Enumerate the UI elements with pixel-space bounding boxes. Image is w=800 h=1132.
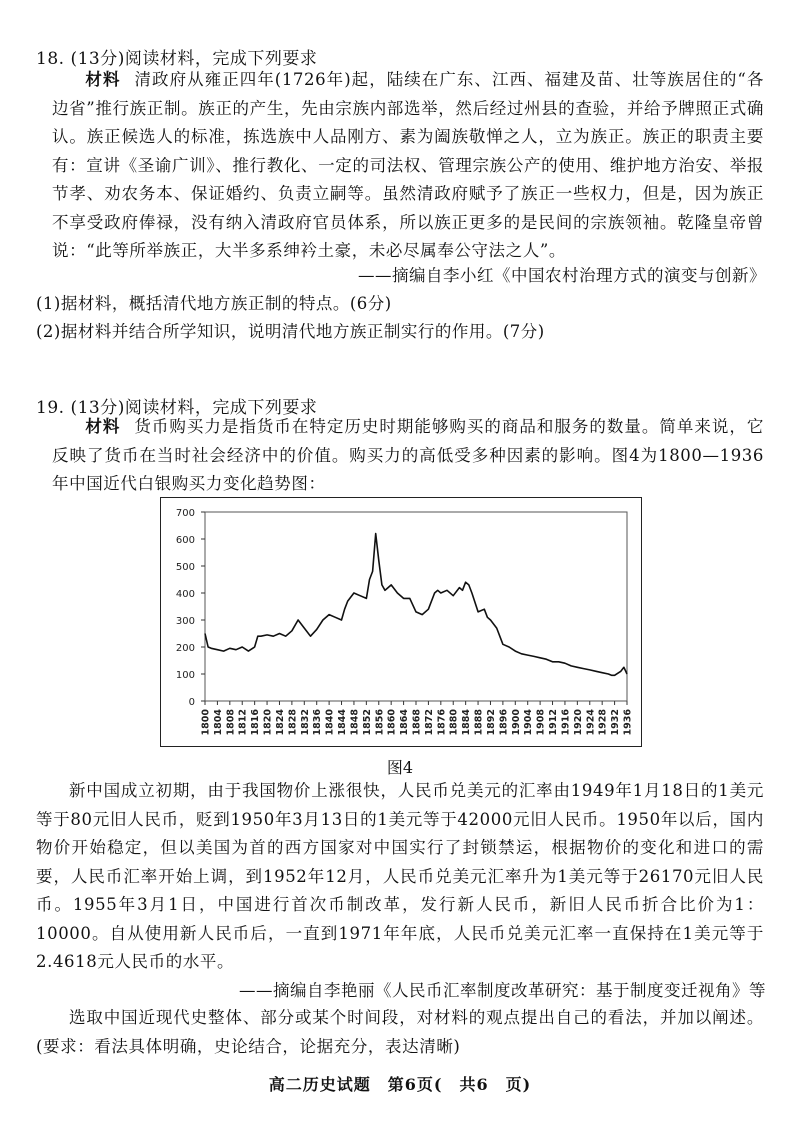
- y-tick-label: 500: [175, 562, 195, 573]
- figure-caption: 图4: [386, 758, 414, 777]
- q19-material-tag: 材料: [85, 417, 121, 436]
- x-tick-label: 1920: [572, 709, 584, 736]
- x-tick-label: 1804: [212, 709, 224, 736]
- x-tick-label: 1820: [262, 709, 274, 736]
- x-tick-label: 1876: [436, 709, 448, 736]
- x-tick-label: 1880: [448, 709, 460, 736]
- plot-area: [205, 512, 627, 701]
- x-tick-label: 1836: [312, 709, 324, 736]
- x-tick-label: 1812: [237, 709, 249, 736]
- y-tick-label: 0: [188, 697, 195, 708]
- q18-heading: 18. (13分)阅读材料，完成下列要求: [36, 49, 318, 69]
- x-tick-label: 1932: [610, 709, 622, 736]
- x-tick-label: 1828: [287, 709, 299, 736]
- x-tick-label: 1868: [411, 709, 423, 736]
- q18-material-tag: 材料: [85, 70, 121, 89]
- y-tick-label: 300: [175, 616, 195, 627]
- q18-material-text: 清政府从雍正四年(1726年)起，陆续在广东、江西、福建及苗、壮等族居住的“各边省”推行族正制。族正的产生，先由宗族内部选举，然后经过州县的查验，并给予牌照正式确认。族正候选人的标准，拣选族中人品刚方、素为阖族敬惮之人，立为族正。族正的职责主要有：宣讲《圣谕广训》、推行教化、一定的司法权、管理宗族公产的使用、维护地方治安、举报节孝、劝农务本、保证婚约、负责立嗣等。虽然清政府赋予了族正一些权力，但是，因为族正不享受政府俸禄，没有纳入清政府官员体系，所以族正更多的是民间的宗族领袖。乾隆皇帝曾说：“此等所举族正，大半多系绅衿土豪，未必尽属奉公守法之人”。: [52, 70, 765, 260]
- series-line-白银购买力: [205, 534, 627, 676]
- y-tick-label: 200: [175, 643, 195, 654]
- y-tick-label: 600: [175, 535, 195, 546]
- q19-source: ——摘编自李艳丽《人民币汇率制度改革研究：基于制度变迁视角》等: [239, 981, 766, 1000]
- y-tick-label: 700: [175, 508, 195, 519]
- x-tick-label: 1900: [510, 709, 522, 736]
- q19-material2: 新中国成立初期，由于我国物价上涨很快，人民币兑美元的汇率由1949年1月18日的1美元等于80元旧人民币，贬到1950年3月13日的1美元等于42000元旧人民币。1950年以后，国内物价开始稳定，但以美国为首的西方国家对中国实行了封锁禁运，根据物价的变化和进口的需要，人民币汇率开始上调，到1952年12月，人民币兑美元汇率升为1美元等于26170元旧人民币。1955年3月1日，中国进行首次币制改革，发行新人民币，新旧人民币折合比价为1：10000。自从使用新人民币后，一直到1971年年底，人民币兑美元汇率一直保持在1美元等于2.4618元人民币的水平。: [36, 781, 764, 971]
- x-tick-label: 1832: [299, 709, 311, 736]
- q18-sub1: (1)据材料，概括清代地方族正制的特点。(6分): [36, 294, 392, 313]
- chart-svg: [161, 498, 640, 745]
- x-tick-label: 1896: [498, 709, 510, 736]
- x-tick-label: 1800: [200, 709, 212, 736]
- page-footer: 高二历史试题 第6页( 共6 页): [268, 1075, 532, 1094]
- x-tick-label: 1872: [423, 709, 435, 736]
- q18-sub2: (2)据材料并结合所学知识，说明清代地方族正制实行的作用。(7分): [36, 322, 545, 341]
- x-tick-label: 1840: [324, 709, 336, 736]
- x-tick-label: 1904: [523, 709, 535, 736]
- x-tick-label: 1924: [585, 709, 597, 736]
- q19-material: [52, 413, 764, 499]
- y-tick-label: 400: [175, 589, 195, 600]
- x-tick-label: 1912: [548, 709, 560, 736]
- x-tick-label: 1816: [250, 709, 262, 736]
- x-tick-label: 1852: [361, 709, 373, 736]
- x-tick-label: 1936: [622, 709, 634, 736]
- q19-material-text: 货币购买力是指货币在特定历史时期能够购买的商品和服务的数量。简单来说，它反映了货币在当时社会经济中的价值。购买力的高低受多种因素的影响。图4为1800—1936年中国近代白银购买力变化趋势图：: [52, 417, 764, 493]
- q18-source: ——摘编自李小红《中国农村治理方式的演变与创新》: [358, 266, 766, 285]
- q19-task: 选取中国近现代史整体、部分或某个时间段，对材料的观点提出自己的看法，并加以阐述。(要求：看法具体明确，史论结合，论据充分，表达清晰): [36, 1008, 764, 1056]
- silver-purchasing-power-chart: [160, 497, 642, 747]
- q19-heading: 19. (13分)阅读材料，完成下列要求: [36, 398, 318, 418]
- q18-material: [52, 66, 764, 266]
- y-tick-label: 100: [175, 670, 195, 681]
- x-tick-label: 1888: [473, 709, 485, 736]
- x-tick-label: 1856: [374, 709, 386, 736]
- x-tick-label: 1860: [386, 709, 398, 736]
- x-tick-label: 1844: [337, 709, 349, 736]
- x-tick-label: 1908: [535, 709, 547, 736]
- x-tick-label: 1824: [274, 709, 286, 736]
- x-tick-label: 1892: [485, 709, 497, 736]
- x-tick-label: 1884: [461, 709, 473, 736]
- x-tick-label: 1808: [225, 709, 237, 736]
- x-tick-label: 1916: [560, 709, 572, 736]
- x-tick-label: 1928: [597, 709, 609, 736]
- x-tick-label: 1864: [399, 709, 411, 736]
- x-tick-label: 1848: [349, 709, 361, 736]
